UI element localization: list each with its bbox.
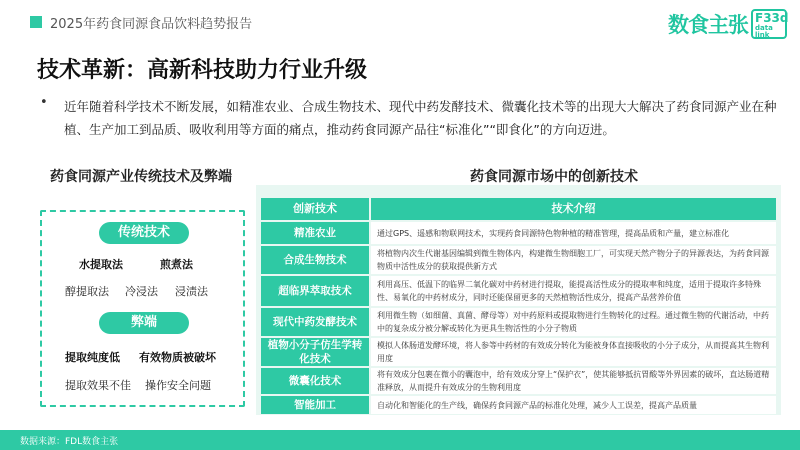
drawback-item: 操作安全问题	[145, 379, 211, 392]
footer-bar	[0, 430, 800, 450]
traditional-method: 冷浸法	[125, 285, 158, 298]
slide-title: 技术革新：高新科技助力行业升级	[37, 58, 368, 83]
header-accent-square	[30, 16, 42, 28]
drawback-item: 提取纯度低	[65, 351, 120, 364]
tech-description: 利用高压、低温下的临界二氧化碳对中药材进行提取，能提高活性成分的提取率和纯度，适用于提取许多特殊性、易氧化的中药材成分，同时还能保留更多的天然植物活性成分，提高产品营养价值	[371, 276, 776, 306]
data-source: 数据来源：FDL数食主张	[20, 437, 119, 447]
report-title: 2025年药食同源食品饮料趋势报告	[50, 17, 253, 32]
innovative-tech-table	[256, 185, 781, 415]
tech-name: 微囊化技术	[261, 368, 369, 394]
table-row	[261, 396, 776, 414]
table-row	[261, 338, 776, 366]
table-row	[261, 276, 776, 306]
table-row	[261, 222, 776, 244]
traditional-method: 浸渍法	[175, 285, 208, 298]
traditional-method: 煎煮法	[160, 258, 193, 271]
traditional-tech-panel	[40, 210, 245, 407]
tech-name: 超临界萃取技术	[261, 276, 369, 306]
column-header-tech: 创新技术	[261, 198, 369, 220]
traditional-method: 醇提取法	[65, 285, 109, 298]
logo-badge-line2: data link	[755, 24, 773, 39]
drawbacks-pill: 弊端	[99, 312, 189, 334]
tech-description: 模拟人体肠道发酵环境，将人参等中药材的有效成分转化为能被身体直接吸收的小分子成分，从而提高其生物利用度	[371, 338, 776, 366]
column-header-description: 技术介绍	[371, 198, 776, 220]
tech-name: 现代中药发酵技术	[261, 308, 369, 336]
logo-wordmark: 数食主张	[668, 13, 748, 37]
table-row	[261, 308, 776, 336]
tech-description: 将植物内次生代谢基因编辑到微生物体内，构建微生物细胞工厂，可实现天然产物分子的异源表达，为药食同源物质中活性成分的获取提供新方式	[371, 246, 776, 274]
tech-description: 将有效成分包裹在微小的囊泡中，给有效成分穿上“保护衣”，使其能够抵抗胃酸等外界因素的破坏，直达肠道精准释放，从而提升有效成分的生物利用度	[371, 368, 776, 394]
tech-name: 植物小分子仿生学转化技术	[261, 338, 369, 366]
innovative-tech-heading: 药食同源市场中的创新技术	[470, 169, 638, 185]
table-row	[261, 368, 776, 394]
report-header	[0, 0, 800, 40]
bullet-icon: •	[40, 95, 48, 110]
tech-description: 自动化和智能化的生产线，确保药食同源产品的标准化处理，减少人工误差，提高产品质量	[371, 396, 776, 414]
intro-text: 近年随着科学技术不断发展，如精准农业、合成生物技术、现代中药发酵技术、微囊化技术等的出现大大解决了药食同源产业在种植、生产加工到品质、吸收利用等方面的痛点，推动药食同源产品往“标准化”“即食化”的方向迈进。	[64, 99, 777, 137]
traditional-tech-heading: 药食同源产业传统技术及弊端	[50, 169, 232, 185]
traditional-method: 水提取法	[79, 258, 123, 271]
brand-logo	[668, 9, 787, 39]
drawback-item: 提取效果不佳	[65, 379, 131, 392]
tech-name: 精准农业	[261, 222, 369, 244]
tech-name: 合成生物技术	[261, 246, 369, 274]
table-row	[261, 246, 776, 274]
logo-badge	[751, 9, 787, 39]
logo-badge-line1: F33d	[755, 11, 789, 25]
tech-description: 通过GPS、遥感和物联网技术，实现药食同源特色物种植的精准管理，提高品质和产量，建立标准化	[371, 222, 776, 244]
tech-description: 利用微生物（如细菌、真菌、酵母等）对中药原料或提取物进行生物转化的过程。通过微生物的代谢活动，中药中的复杂成分被分解或转化为更具生物活性的小分子物质	[371, 308, 776, 336]
drawback-item: 有效物质被破坏	[139, 351, 216, 364]
tech-name: 智能加工	[261, 396, 369, 414]
traditional-tech-pill: 传统技术	[99, 222, 189, 244]
